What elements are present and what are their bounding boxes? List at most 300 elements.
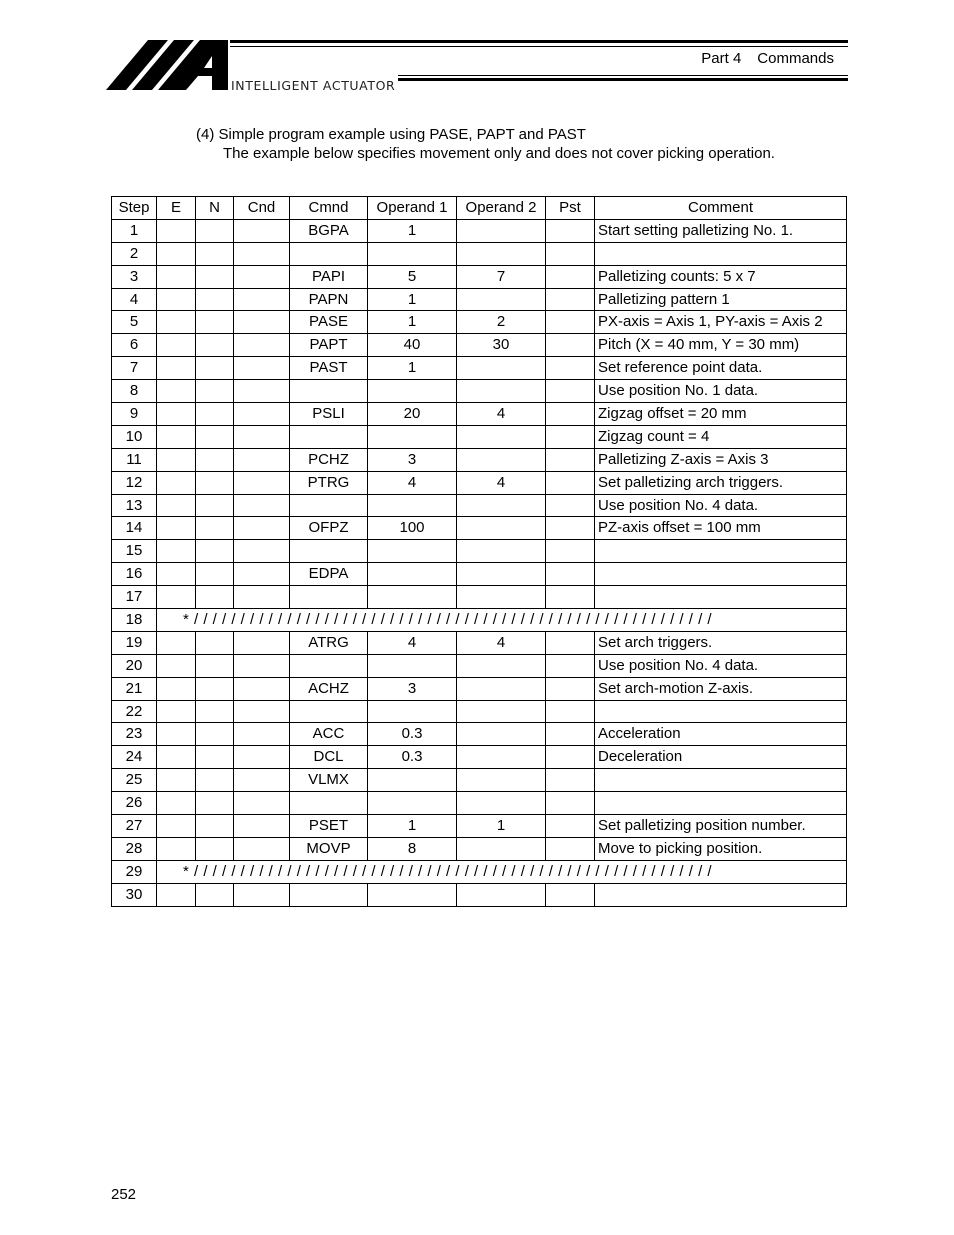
cell-cmnd — [290, 242, 368, 265]
cell-e — [157, 883, 196, 906]
intro-text — [196, 125, 775, 163]
cell-operand-2: 4 — [457, 471, 546, 494]
cell-pst — [546, 334, 595, 357]
cell-e — [157, 563, 196, 586]
cell-operand-2 — [457, 792, 546, 815]
cell-operand-1 — [368, 586, 457, 609]
cell-pst — [546, 311, 595, 334]
cell-operand-2 — [457, 723, 546, 746]
cell-cmnd: PCHZ — [290, 448, 368, 471]
cell-step: 30 — [112, 883, 157, 906]
cell-n — [196, 540, 234, 563]
cell-n — [196, 677, 234, 700]
cell-pst — [546, 219, 595, 242]
cell-cmnd: PAST — [290, 357, 368, 380]
cell-comment-line: * / / / / / / / / / / / / / / / / / / / / / / / / / / / / / / / / / / / / / / / / / / / / / / / / / / / / / / / / — [157, 860, 847, 883]
table-row — [112, 609, 847, 632]
table-row — [112, 517, 847, 540]
cell-comment: Set arch triggers. — [595, 631, 847, 654]
cell-operand-2: 2 — [457, 311, 546, 334]
cell-cnd — [234, 631, 290, 654]
cell-step: 18 — [112, 609, 157, 632]
cell-e — [157, 219, 196, 242]
running-header — [701, 50, 834, 67]
cell-pst — [546, 403, 595, 426]
cell-pst — [546, 471, 595, 494]
cell-operand-1 — [368, 540, 457, 563]
cell-cmnd — [290, 700, 368, 723]
cell-operand-1 — [368, 769, 457, 792]
cell-cnd — [234, 334, 290, 357]
cell-comment: Use position No. 4 data. — [595, 494, 847, 517]
cell-comment — [595, 700, 847, 723]
cell-cmnd: VLMX — [290, 769, 368, 792]
cell-comment: Deceleration — [595, 746, 847, 769]
logo-wordmark: INTELLIGENT ACTUATOR — [231, 78, 396, 93]
cell-cmnd: BGPA — [290, 219, 368, 242]
cell-operand-2 — [457, 288, 546, 311]
table-row — [112, 265, 847, 288]
cell-e — [157, 586, 196, 609]
cell-e — [157, 403, 196, 426]
cell-cnd — [234, 494, 290, 517]
table-row — [112, 471, 847, 494]
cell-step: 6 — [112, 334, 157, 357]
cell-comment: Move to picking position. — [595, 837, 847, 860]
cell-pst — [546, 792, 595, 815]
cell-operand-1: 1 — [368, 815, 457, 838]
cell-pst — [546, 654, 595, 677]
cell-pst — [546, 700, 595, 723]
cell-pst — [546, 357, 595, 380]
cell-step: 2 — [112, 242, 157, 265]
table-row — [112, 357, 847, 380]
cell-comment: Start setting palletizing No. 1. — [595, 219, 847, 242]
cell-cnd — [234, 242, 290, 265]
cell-comment — [595, 586, 847, 609]
cell-cnd — [234, 883, 290, 906]
cell-cnd — [234, 288, 290, 311]
cell-cmnd — [290, 425, 368, 448]
part-label: Part 4 — [701, 50, 742, 67]
cell-cmnd — [290, 792, 368, 815]
cell-cmnd: MOVP — [290, 837, 368, 860]
cell-n — [196, 837, 234, 860]
cell-cmnd — [290, 654, 368, 677]
cell-e — [157, 334, 196, 357]
cell-comment: Use position No. 4 data. — [595, 654, 847, 677]
cell-operand-2 — [457, 219, 546, 242]
table-row — [112, 425, 847, 448]
cell-cmnd: PAPN — [290, 288, 368, 311]
cell-cmnd — [290, 494, 368, 517]
cell-step: 15 — [112, 540, 157, 563]
intro-heading: (4) Simple program example using PASE, PAPT and PAST — [196, 126, 586, 143]
cell-operand-2 — [457, 586, 546, 609]
cell-pst — [546, 563, 595, 586]
cell-cmnd: OFPZ — [290, 517, 368, 540]
cell-e — [157, 631, 196, 654]
cell-operand-2 — [457, 677, 546, 700]
cell-comment: Palletizing Z-axis = Axis 3 — [595, 448, 847, 471]
cell-operand-1: 4 — [368, 471, 457, 494]
cell-cmnd — [290, 586, 368, 609]
cell-cmnd: ACHZ — [290, 677, 368, 700]
cell-pst — [546, 494, 595, 517]
table-row — [112, 563, 847, 586]
cell-cmnd: PSLI — [290, 403, 368, 426]
table-row — [112, 769, 847, 792]
table-row — [112, 792, 847, 815]
cell-operand-2 — [457, 425, 546, 448]
cell-operand-2: 4 — [457, 403, 546, 426]
cell-operand-1: 100 — [368, 517, 457, 540]
table-row — [112, 288, 847, 311]
cell-pst — [546, 425, 595, 448]
cell-step: 10 — [112, 425, 157, 448]
table-row — [112, 677, 847, 700]
cell-pst — [546, 815, 595, 838]
cell-e — [157, 769, 196, 792]
section-label: Commands — [757, 50, 834, 67]
cell-cmnd: DCL — [290, 746, 368, 769]
cell-cnd — [234, 700, 290, 723]
iai-logo-icon — [106, 38, 230, 92]
cell-operand-2 — [457, 700, 546, 723]
cell-step: 28 — [112, 837, 157, 860]
cell-cnd — [234, 723, 290, 746]
cell-n — [196, 563, 234, 586]
cell-step: 29 — [112, 860, 157, 883]
cell-comment: PX-axis = Axis 1, PY-axis = Axis 2 — [595, 311, 847, 334]
cell-comment — [595, 792, 847, 815]
table-row — [112, 242, 847, 265]
cell-step: 14 — [112, 517, 157, 540]
cell-n — [196, 311, 234, 334]
cell-step: 5 — [112, 311, 157, 334]
cell-n — [196, 334, 234, 357]
cell-step: 8 — [112, 380, 157, 403]
cell-n — [196, 265, 234, 288]
cell-e — [157, 425, 196, 448]
cell-operand-2 — [457, 494, 546, 517]
cell-n — [196, 403, 234, 426]
cell-pst — [546, 380, 595, 403]
cell-comment: Use position No. 1 data. — [595, 380, 847, 403]
cell-n — [196, 746, 234, 769]
cell-cnd — [234, 540, 290, 563]
cell-comment: PZ-axis offset = 100 mm — [595, 517, 847, 540]
cell-operand-1 — [368, 792, 457, 815]
table-row — [112, 540, 847, 563]
cell-step: 9 — [112, 403, 157, 426]
table-row — [112, 723, 847, 746]
table-row — [112, 494, 847, 517]
cell-operand-2: 7 — [457, 265, 546, 288]
table-row — [112, 219, 847, 242]
cell-comment: Pitch (X = 40 mm, Y = 30 mm) — [595, 334, 847, 357]
cell-cnd — [234, 311, 290, 334]
cell-n — [196, 494, 234, 517]
cell-cnd — [234, 380, 290, 403]
cell-comment — [595, 883, 847, 906]
cell-e — [157, 746, 196, 769]
cell-cmnd: PAPT — [290, 334, 368, 357]
cell-step: 3 — [112, 265, 157, 288]
cell-operand-2 — [457, 380, 546, 403]
cell-e — [157, 815, 196, 838]
cell-n — [196, 471, 234, 494]
cell-pst — [546, 540, 595, 563]
table-row — [112, 837, 847, 860]
cell-cmnd: ATRG — [290, 631, 368, 654]
cell-pst — [546, 242, 595, 265]
table-row — [112, 448, 847, 471]
cell-cnd — [234, 746, 290, 769]
cell-comment: Set arch-motion Z-axis. — [595, 677, 847, 700]
cell-step: 11 — [112, 448, 157, 471]
cell-operand-1 — [368, 242, 457, 265]
cell-operand-2 — [457, 517, 546, 540]
header-cmnd: Cmnd — [290, 197, 368, 220]
cell-n — [196, 654, 234, 677]
cell-step: 7 — [112, 357, 157, 380]
cell-operand-2 — [457, 769, 546, 792]
cell-step: 1 — [112, 219, 157, 242]
cell-step: 24 — [112, 746, 157, 769]
cell-e — [157, 792, 196, 815]
table-row — [112, 654, 847, 677]
cell-n — [196, 448, 234, 471]
cell-comment: Set palletizing position number. — [595, 815, 847, 838]
cell-cmnd: PSET — [290, 815, 368, 838]
cell-n — [196, 631, 234, 654]
cell-e — [157, 357, 196, 380]
cell-operand-1: 0.3 — [368, 723, 457, 746]
cell-cmnd: PTRG — [290, 471, 368, 494]
cell-step: 17 — [112, 586, 157, 609]
cell-n — [196, 769, 234, 792]
cell-pst — [546, 677, 595, 700]
intro-note: The example below specifies movement only and does not cover picking operation. — [223, 145, 775, 162]
cell-operand-2 — [457, 746, 546, 769]
table-row — [112, 746, 847, 769]
cell-n — [196, 357, 234, 380]
cell-comment: Zigzag count = 4 — [595, 425, 847, 448]
cell-e — [157, 380, 196, 403]
cell-cnd — [234, 815, 290, 838]
cell-cnd — [234, 471, 290, 494]
header-pst: Pst — [546, 197, 595, 220]
cell-n — [196, 425, 234, 448]
table-row — [112, 815, 847, 838]
cell-cnd — [234, 792, 290, 815]
cell-cnd — [234, 265, 290, 288]
cell-operand-1 — [368, 700, 457, 723]
cell-n — [196, 883, 234, 906]
cell-operand-2 — [457, 883, 546, 906]
cell-step: 23 — [112, 723, 157, 746]
cell-step: 12 — [112, 471, 157, 494]
cell-n — [196, 380, 234, 403]
cell-operand-2 — [457, 837, 546, 860]
cell-n — [196, 242, 234, 265]
cell-operand-2 — [457, 654, 546, 677]
cell-comment-line: * / / / / / / / / / / / / / / / / / / / / / / / / / / / / / / / / / / / / / / / / / / / / / / / / / / / / / / / / — [157, 609, 847, 632]
cell-n — [196, 792, 234, 815]
cell-cmnd — [290, 380, 368, 403]
cell-pst — [546, 448, 595, 471]
cell-operand-1 — [368, 883, 457, 906]
cell-n — [196, 586, 234, 609]
cell-pst — [546, 517, 595, 540]
cell-cnd — [234, 563, 290, 586]
cell-cmnd: PAPI — [290, 265, 368, 288]
cell-e — [157, 242, 196, 265]
cell-cnd — [234, 403, 290, 426]
header-cnd: Cnd — [234, 197, 290, 220]
cell-cmnd: PASE — [290, 311, 368, 334]
cell-cmnd: EDPA — [290, 563, 368, 586]
cell-step: 21 — [112, 677, 157, 700]
header-operand-2: Operand 2 — [457, 197, 546, 220]
cell-e — [157, 288, 196, 311]
cell-cnd — [234, 677, 290, 700]
cell-e — [157, 448, 196, 471]
header-rule-top-thin — [230, 46, 848, 47]
cell-operand-2 — [457, 563, 546, 586]
header-n: N — [196, 197, 234, 220]
cell-operand-2 — [457, 242, 546, 265]
header-operand-1: Operand 1 — [368, 197, 457, 220]
cell-step: 13 — [112, 494, 157, 517]
table-body — [112, 219, 847, 906]
cell-operand-1: 1 — [368, 288, 457, 311]
cell-e — [157, 471, 196, 494]
page-number: 252 — [111, 1186, 137, 1203]
table-header-row — [112, 197, 847, 220]
table-row — [112, 700, 847, 723]
header-rule-top-thick — [230, 40, 848, 43]
cell-operand-1: 40 — [368, 334, 457, 357]
header-comment: Comment — [595, 197, 847, 220]
cell-cnd — [234, 837, 290, 860]
cell-cnd — [234, 448, 290, 471]
cell-operand-2: 4 — [457, 631, 546, 654]
cell-pst — [546, 586, 595, 609]
cell-e — [157, 837, 196, 860]
cell-n — [196, 517, 234, 540]
cell-cnd — [234, 357, 290, 380]
table-row — [112, 380, 847, 403]
cell-n — [196, 288, 234, 311]
cell-e — [157, 700, 196, 723]
cell-operand-1 — [368, 380, 457, 403]
cell-operand-1: 0.3 — [368, 746, 457, 769]
cell-cnd — [234, 586, 290, 609]
cell-e — [157, 723, 196, 746]
cell-n — [196, 815, 234, 838]
cell-operand-1: 4 — [368, 631, 457, 654]
cell-cmnd: ACC — [290, 723, 368, 746]
cell-operand-2 — [457, 540, 546, 563]
cell-pst — [546, 769, 595, 792]
header-rule-bottom-thin — [398, 75, 848, 76]
cell-comment — [595, 563, 847, 586]
cell-pst — [546, 723, 595, 746]
cell-operand-1 — [368, 425, 457, 448]
table-row — [112, 860, 847, 883]
cell-operand-1: 1 — [368, 311, 457, 334]
cell-operand-1: 1 — [368, 219, 457, 242]
cell-cnd — [234, 654, 290, 677]
cell-operand-2 — [457, 357, 546, 380]
cell-cmnd — [290, 883, 368, 906]
cell-pst — [546, 837, 595, 860]
cell-step: 25 — [112, 769, 157, 792]
cell-comment: Set reference point data. — [595, 357, 847, 380]
cell-step: 19 — [112, 631, 157, 654]
header-rule-bottom-thick — [398, 78, 848, 81]
cell-comment — [595, 769, 847, 792]
cell-cnd — [234, 219, 290, 242]
table-row — [112, 334, 847, 357]
cell-step: 20 — [112, 654, 157, 677]
cell-step: 27 — [112, 815, 157, 838]
table-row — [112, 883, 847, 906]
cell-comment — [595, 540, 847, 563]
cell-comment: Set palletizing arch triggers. — [595, 471, 847, 494]
cell-step: 26 — [112, 792, 157, 815]
cell-operand-1: 5 — [368, 265, 457, 288]
cell-step: 16 — [112, 563, 157, 586]
header-step: Step — [112, 197, 157, 220]
cell-operand-1: 3 — [368, 677, 457, 700]
cell-operand-2: 1 — [457, 815, 546, 838]
program-table — [111, 196, 847, 907]
cell-comment: Palletizing pattern 1 — [595, 288, 847, 311]
cell-e — [157, 654, 196, 677]
cell-n — [196, 219, 234, 242]
cell-cnd — [234, 517, 290, 540]
cell-pst — [546, 288, 595, 311]
cell-e — [157, 311, 196, 334]
cell-operand-1 — [368, 563, 457, 586]
cell-e — [157, 494, 196, 517]
cell-n — [196, 723, 234, 746]
cell-comment: Zigzag offset = 20 mm — [595, 403, 847, 426]
cell-step: 22 — [112, 700, 157, 723]
cell-operand-2: 30 — [457, 334, 546, 357]
cell-e — [157, 265, 196, 288]
cell-operand-2 — [457, 448, 546, 471]
cell-operand-1 — [368, 494, 457, 517]
table-row — [112, 631, 847, 654]
cell-e — [157, 517, 196, 540]
cell-comment: Palletizing counts: 5 x 7 — [595, 265, 847, 288]
table-row — [112, 586, 847, 609]
cell-e — [157, 540, 196, 563]
cell-cnd — [234, 769, 290, 792]
cell-operand-1 — [368, 654, 457, 677]
cell-pst — [546, 883, 595, 906]
cell-comment — [595, 242, 847, 265]
cell-pst — [546, 265, 595, 288]
cell-pst — [546, 631, 595, 654]
cell-e — [157, 677, 196, 700]
cell-cmnd — [290, 540, 368, 563]
table-row — [112, 403, 847, 426]
